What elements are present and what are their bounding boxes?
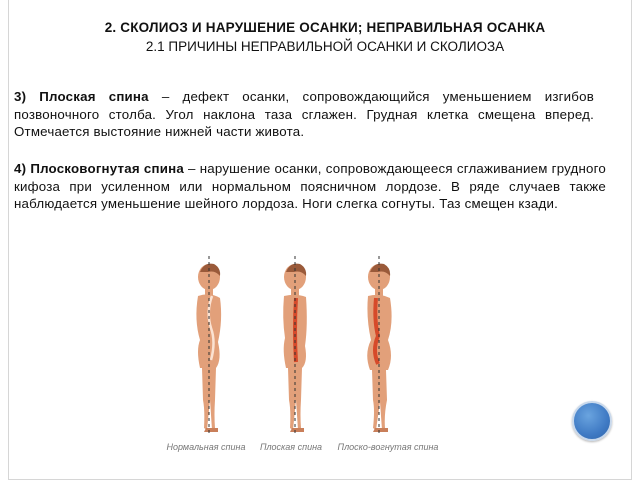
feet-shape bbox=[373, 428, 388, 432]
slide-title: 2. СКОЛИОЗ И НАРУШЕНИЕ ОСАНКИ; НЕПРАВИЛЬНАЯ ОСАНКА bbox=[104, 20, 546, 35]
caption-normal-back: Нормальная спина bbox=[166, 442, 246, 452]
term-flat-concave-back: 4) Плосковогнутая спина bbox=[14, 161, 184, 176]
slide-subtitle: 2.1 ПРИЧИНЫ НЕПРАВИЛЬНОЙ ОСАНКИ И СКОЛИОЗА bbox=[145, 39, 505, 54]
next-slide-button[interactable] bbox=[572, 401, 612, 441]
paragraph-flat-concave-back bbox=[14, 160, 606, 213]
figure-flat-concave-back bbox=[367, 256, 391, 434]
figure-flat-back bbox=[283, 256, 307, 434]
figure-normal-back bbox=[196, 256, 221, 434]
caption-flat-back: Плоская спина bbox=[259, 442, 323, 452]
posture-illustration bbox=[166, 250, 446, 440]
feet-shape bbox=[290, 428, 304, 432]
term-flat-back: 3) Плоская спина bbox=[14, 89, 149, 104]
posture-figures bbox=[166, 250, 446, 475]
description-flat-back: – дефект осанки, сопровождающийся уменьшением изгибов позвоночного столба. Угол наклона таза сглажен. Грудная клетка смещена вперед. Отмечается выстояние нижней части живота. bbox=[14, 89, 594, 139]
paragraph-flat-back bbox=[14, 88, 594, 141]
slide-border-left bbox=[8, 0, 9, 480]
slide-border-right bbox=[631, 0, 632, 480]
description-flat-concave-back: – нарушение осанки, сопровождающееся сглаживанием грудного кифоза при усиленном или нормальном поясничном лордозе. В ряде случаев также наблюдается уменьшение шейного лордоза. Ноги слегка согнуты. Таз смещен кзади. bbox=[14, 161, 606, 211]
caption-flat-concave-back: Плоско-вогнутая спина bbox=[337, 442, 439, 452]
feet-shape bbox=[204, 428, 218, 432]
